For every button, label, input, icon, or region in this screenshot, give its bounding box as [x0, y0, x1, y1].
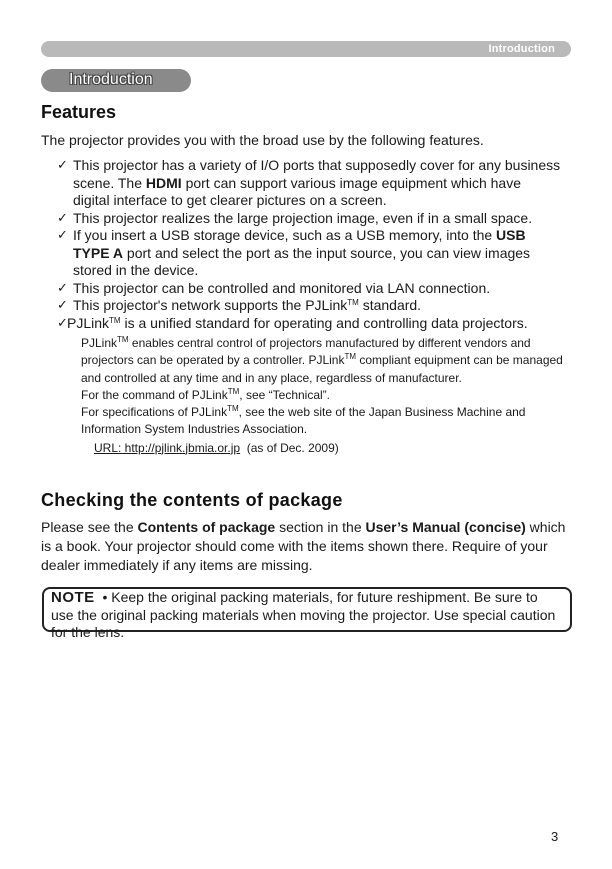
pjlink-paragraph: PJLink™ enables central control of projectors manufactured by different vendors and projectors can be operated by a controller. PJLink™ compliant equipment can be managed and controlled at any time and in any place, regardless of manufacturer.	[81, 335, 563, 385]
pjlink-url-line: URL: http://pjlink.jbmia.or.jp (as of Dec. 2009)	[94, 440, 339, 455]
running-header-bar	[41, 41, 571, 57]
check-icon: ✓	[57, 298, 68, 313]
running-header-title: Introduction	[488, 43, 555, 55]
check-icon: ✓	[57, 280, 68, 296]
note-label: NOTE	[51, 589, 95, 606]
section-tab	[41, 69, 191, 92]
list-item: ✓ This projector can be controlled and monitored via LAN connection.	[57, 279, 491, 296]
pjlink-description	[81, 335, 571, 457]
note-box	[42, 587, 572, 640]
pjlink-command-note: For the command of PJLink™, see “Technical”.	[81, 386, 330, 402]
list-item: ✓ This projector's network supports the PJLink™ standard.	[57, 297, 422, 313]
features-heading: Features	[41, 102, 117, 122]
list-item: ✓ This projector realizes the large projection image, even if in a small space.	[57, 209, 533, 226]
features-list	[41, 157, 561, 332]
list-item: ✓ PJLink™ is a unified standard for operating and controlling data projectors.	[57, 314, 528, 331]
check-icon: ✓	[57, 210, 68, 226]
list-item: ✓ This projector has a variety of I/O ports that supposedly cover for any business scene. The HDMI port can support various image equipment which have digital interface to get clearer pictures on a screen.	[57, 157, 561, 208]
package-paragraph: Please see the Contents of package section in the User’s Manual (concise) which is a book. Your projector should come with the items shown there. Require of your dealer immediately if any items are missing.	[41, 519, 566, 573]
pjlink-spec-note: For specifications of PJLink™, see the web site of the Japan Business Machine and Information System Industries Association.	[81, 404, 526, 437]
package-heading: Checking the contents of package	[41, 490, 343, 510]
page-number: 3	[551, 829, 559, 844]
check-icon: ✓	[57, 228, 68, 243]
features-intro: The projector provides you with the broad use by the following features.	[41, 132, 484, 148]
check-icon: ✓	[57, 158, 68, 173]
check-icon: ✓	[57, 315, 68, 331]
pjlink-url-link[interactable]: URL: http://pjlink.jbmia.or.jp	[94, 440, 241, 455]
note-text: • Keep the original packing materials, for future reshipment. Be sure to use the original packing materials when moving the projector. Use special caution for the lens.	[51, 589, 560, 640]
list-item: ✓ If you insert a USB storage device, such as a USB memory, into the USB TYPE A port and select the port as the input source, you can view images stored in the device.	[57, 227, 531, 278]
section-tab-title: Introduction	[69, 71, 153, 88]
